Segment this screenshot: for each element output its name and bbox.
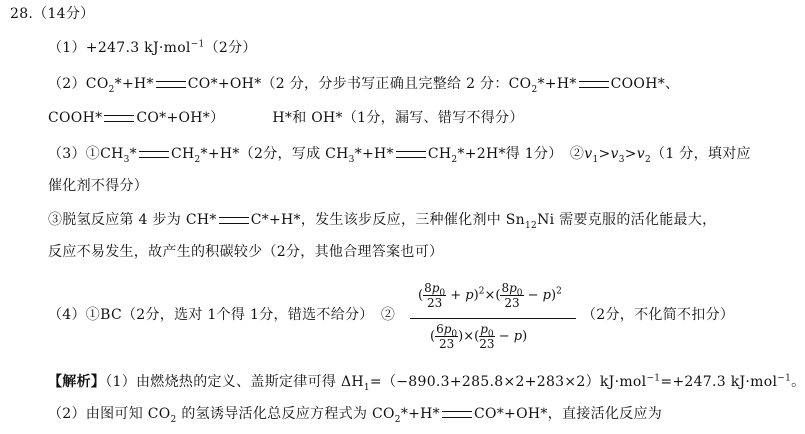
question-number: 28.（14分） bbox=[10, 6, 95, 22]
answer-part-3-line4: 反应不易发生，故产生的积碳较少（2分，其他合理答案也可） bbox=[48, 244, 444, 260]
fraction-bar bbox=[410, 318, 576, 319]
answer-part-3-line1: $(3)①CH_3*$ $CH_2*+H*(2$分，写成 $CH_3*+H*$ $CH_2*+2H*$得 1分） $②v_1>v_3>v_2(1$ 分，填对应 bbox=[48, 146, 751, 165]
equals-sign bbox=[104, 115, 134, 122]
answer-part-2-line1: $(2)CO_2*+H*$ CO*+OH*（2 分，分步书写正确且完整给 2 分：$CO_2*+H*$ COOH*、 bbox=[48, 76, 680, 95]
equals-sign bbox=[139, 151, 169, 158]
equals-sign bbox=[442, 411, 472, 418]
answer-part-1: （1）+247.3 kJ·mol$^{-1}$（2分） bbox=[48, 39, 257, 56]
answer-part-2-line2: COOH* CO*+OH*） H*和 OH*（1分，漏写、错写不得分） bbox=[48, 110, 524, 126]
equals-sign bbox=[219, 217, 249, 224]
fraction-denominator: ( $\frac{6p_0}{23}$ )×( $\frac{p_0}{23}$ − p) bbox=[430, 322, 528, 351]
equals-sign bbox=[579, 81, 609, 88]
equals-sign bbox=[156, 81, 186, 88]
answer-part-3-line3: ③脱氢反应第 4 步为 CH* C*+H*，发生该步反应，三种催化剂中 $Sn_{12}Ni$ 需要克服的活化能最大， bbox=[48, 212, 717, 231]
equals-sign bbox=[396, 151, 426, 158]
fraction-numerator: ( $\frac{8p_0}{23}$ + p)$^2$×( $\frac{8p_0}{23}$ − p)$^2$ bbox=[418, 281, 562, 310]
analysis-line2: （2）由图可知 $CO_2$ 的氢诱导活化总反应方程式为 $CO_2*+H*$ CO*+OH*，直接活化反应为 bbox=[48, 406, 663, 425]
answer-part-3-line2: 催化剂不得分） bbox=[48, 178, 149, 194]
answer-part-4-score: （2分，不化简不扣分） bbox=[582, 307, 735, 323]
answer-part-4: （4）①BC（2分，选对 1个得 1分，错选不给分） ② bbox=[48, 307, 396, 323]
analysis-line1: 【解析】（1）由燃烧热的定义、盖斯定律可得 $\Delta H_1=(-890.3+285.8\times 2+283\times 2)kJ\cdot mol^{-1}=+247.3$ kJ·mol$^{-1}$。 bbox=[48, 373, 805, 393]
